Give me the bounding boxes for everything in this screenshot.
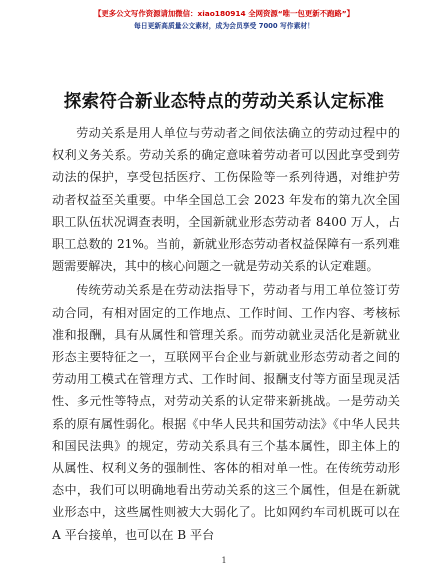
document-title: 探索符合新业态特点的劳动关系认定标准 bbox=[63, 92, 385, 112]
paragraph-2: 传统劳动关系是在劳动法指导下，劳动者与用工单位签订劳动合同，有相对固定的工作地点、工作时间、工作内容、考核标准和报酬，具有从属性和管理关系。而劳动就业灵活化是新就业形态主要特征之一，互联网平台企业与新就业形态劳动者之间的劳动用工模式在管理方式、工作时间、报酬支付等方面呈现灵活性、多元性等特点，对劳动关系的认定带来新挑战。一是劳动关系的原有属性弱化。根据《中华人民共和国劳动法》《中华人民共和国民法典》的规定，劳动关系具有三个基本属性，即主体上的从属性、权利义务的强制性、客体的相对单一性。在传统劳动形态中，我们可以明确地看出劳动关系的这三个属性，但是在新就业形态中，这些属性则被大大弱化了。比如网约车司机既可以在 A 平台接单，也可以在 B 平台 bbox=[52, 283, 400, 542]
paragraph-1: 劳动关系是用人单位与劳动者之间依法确立的劳动过程中的权利义务关系。劳动关系的确定意味着劳动者可以因此享受到劳动法的保护，享受包括医疗、工伤保险等一系列待遇，对维护劳动者权益至关重要。中华全国总工会 2023 年发布的第九次全国职工队伍状况调查表明，全国新就业形态劳动者 8400 万人，占职工总数的 21%。当前，新就业形态劳动者权益保障有一系列难题需要解决，其中的核心问题之一就是劳动关系的认定难题。 bbox=[52, 126, 400, 274]
promo-banner-line-1: 【更多公文写作资源请加微信：xiao180914 全网资源“唯一包更新不跑路”】 bbox=[93, 9, 355, 18]
document-body bbox=[52, 122, 400, 546]
promo-banner-line-2: 每日更新高质量公文素材，成为会员享受 7000 写作素材！ bbox=[134, 22, 314, 30]
promo-banner bbox=[0, 8, 448, 32]
page-number: 1 bbox=[221, 556, 227, 565]
